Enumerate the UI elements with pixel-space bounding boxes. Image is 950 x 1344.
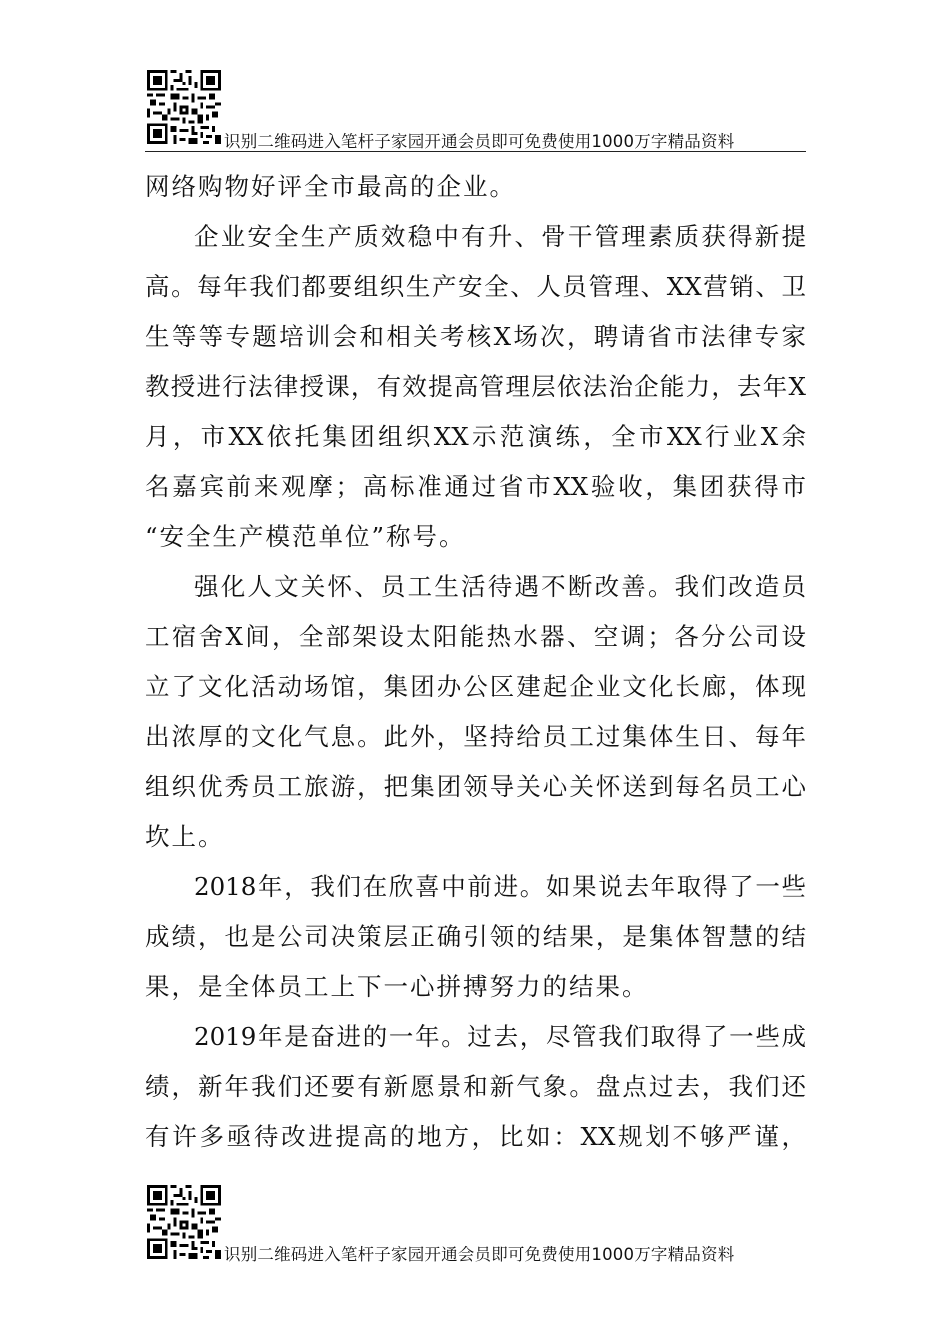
text-line: 名嘉宾前来观摩；高标准通过省市XX验收，集团获得市 xyxy=(145,472,806,501)
text-line: 月，市XX依托集团组织XX示范演练，全市XX行业X余 xyxy=(145,422,806,451)
text-line: 立了文化活动场馆，集团办公区建起企业文化长廊，体现 xyxy=(145,672,806,701)
text-line: 高。每年我们都要组织生产安全、人员管理、XX营销、卫 xyxy=(145,272,806,301)
text-line: 果，是全体员工上下一心拼搏努力的结果。 xyxy=(145,972,649,1001)
text-line: 成绩，也是公司决策层正确引领的结果，是集体智慧的结 xyxy=(145,922,806,951)
paragraph-first-line: 2019年是奋进的一年。过去，尽管我们取得了一些成 xyxy=(194,1022,806,1051)
text-line: “安全生产模范单位”称号。 xyxy=(145,522,466,551)
qr-code-icon xyxy=(147,70,221,144)
footer-qr-code xyxy=(147,1185,221,1259)
header-banner-text: 识别二维码进入笔杆子家园开通会员即可免费使用1000万字精品资料 xyxy=(224,132,735,151)
text-line: 坎上。 xyxy=(145,822,225,851)
text-line: 组织优秀员工旅游，把集团领导关心关怀送到每名员工心 xyxy=(145,772,806,801)
header-divider xyxy=(145,151,806,152)
footer-banner-text: 识别二维码进入笔杆子家园开通会员即可免费使用1000万字精品资料 xyxy=(224,1245,735,1264)
text-line: 网络购物好评全市最高的企业。 xyxy=(145,172,516,201)
text-line: 绩，新年我们还要有新愿景和新气象。盘点过去，我们还 xyxy=(145,1072,806,1101)
text-line: 教授进行法律授课，有效提高管理层依法治企能力，去年X xyxy=(145,372,806,401)
paragraph-first-line: 2018年，我们在欣喜中前进。如果说去年取得了一些 xyxy=(194,872,806,901)
text-line: 出浓厚的文化气息。此外，坚持给员工过集体生日、每年 xyxy=(145,722,806,751)
paragraph-first-line: 企业安全生产质效稳中有升、骨干管理素质获得新提 xyxy=(194,222,806,251)
text-line: 工宿舍X间，全部架设太阳能热水器、空调；各分公司设 xyxy=(145,622,806,651)
paragraph-first-line: 强化人文关怀、员工生活待遇不断改善。我们改造员 xyxy=(194,572,806,601)
document-body xyxy=(145,162,806,1162)
header-qr-code xyxy=(147,70,221,144)
qr-code-icon xyxy=(147,1185,221,1259)
text-line: 生等等专题培训会和相关考核X场次，聘请省市法律专家 xyxy=(145,322,806,351)
text-line: 有许多亟待改进提高的地方，比如：XX规划不够严谨， xyxy=(145,1122,806,1151)
